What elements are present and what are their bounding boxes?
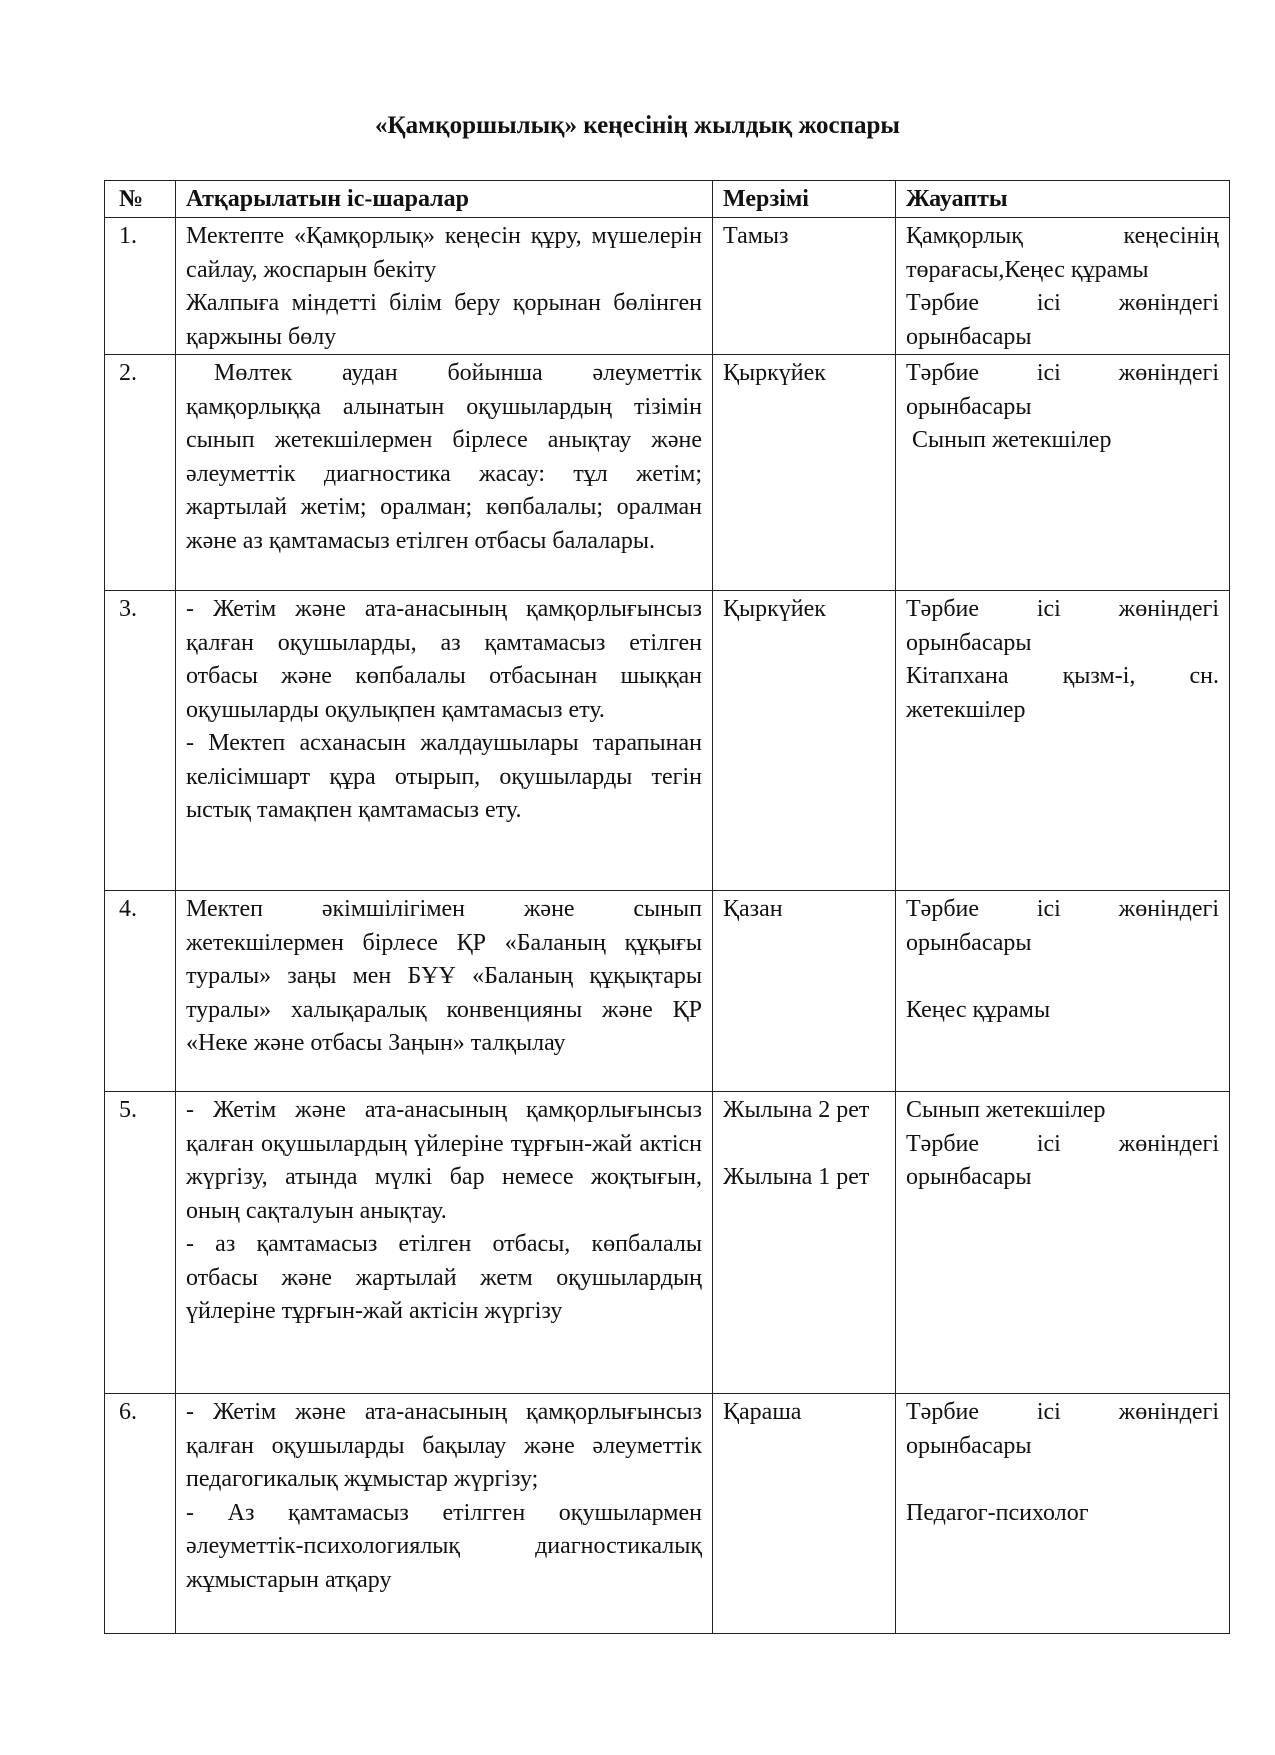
header-number: № — [105, 181, 176, 218]
spacer — [906, 960, 1219, 994]
row-activities — [176, 1092, 713, 1394]
row-term — [713, 355, 896, 591]
spacer — [723, 1128, 885, 1162]
row-activities — [176, 891, 713, 1092]
annual-plan-table — [104, 180, 1230, 1634]
activity-text: Жалпыға міндетті білім беру қорынан бөлінген қаржыны бөлу — [186, 290, 702, 350]
row-number: 1. — [105, 218, 176, 355]
activity-text: - Жетім және ата-анасының қамқорлығынсыз қалған оқушыларды, аз қамтамасыз етілген отбасы және көпбалалы отбасынан шыққан оқушыларды оқулықпен қамтамасыз ету. — [186, 596, 702, 723]
row-responsible — [896, 355, 1230, 591]
table-row — [105, 891, 1230, 1092]
term-text: Жылына 2 рет — [723, 1097, 870, 1123]
row-number: 2. — [105, 355, 176, 591]
table-row — [105, 355, 1230, 591]
row-activities — [176, 355, 713, 591]
term-text: Жылына 1 рет — [723, 1164, 870, 1190]
term-text: Тамыз — [723, 223, 789, 249]
table-header-row — [105, 181, 1230, 218]
activity-text: Мектепте «Қамқорлық» кеңесін құру, мүшелерін сайлау, жоспарын бекіту — [186, 223, 702, 283]
table-row — [105, 1092, 1230, 1394]
row-number: 5. — [105, 1092, 176, 1394]
row-responsible — [896, 1092, 1230, 1394]
row-term — [713, 1092, 896, 1394]
term-text: Қыркүйек — [723, 596, 826, 622]
spacer — [906, 1463, 1219, 1497]
responsible-text: Тәрбие ісі жөніндегі орынбасары — [906, 1399, 1219, 1459]
header-term: Мерзімі — [713, 181, 896, 218]
responsible-text: Кеңес құрамы — [906, 996, 1051, 1023]
header-responsible: Жауапты — [896, 181, 1230, 218]
activity-text: Мектеп әкімшілігімен және сынып жетекшілермен бірлесе ҚР «Баланың құқығы туралы» заңы мен БҰҰ «Баланың құқықтары туралы» халықаралық конвенцияны және ҚР «Неке және отбасы Заңын» талқылау — [186, 896, 702, 1056]
activity-text: Мөлтек аудан бойынша әлеуметтік қамқорлыққа алынатын оқушылардың тізімін сынып жетекшілермен бірлесе анықтау және әлеуметтік диагностика жасау: тұл жетім; жартылай жетім; оралман; көпбалалы; оралман және аз қамтамасыз етілген отбасы балалары. — [186, 360, 702, 554]
row-term — [713, 1394, 896, 1634]
responsible-text: Тәрбие ісі жөніндегі орынбасары — [906, 896, 1219, 956]
row-number: 4. — [105, 891, 176, 1092]
activity-text: - Аз қамтамасыз етілгген оқушылармен әлеуметтік-психологиялық диагностикалық жұмыстарын атқару — [186, 1499, 702, 1593]
activity-text: - аз қамтамасыз етілген отбасы, көпбалалы отбасы және жартылай жетм оқушылардың үйлеріне тұрғын-жай актісін жүргізу — [186, 1231, 702, 1324]
row-activities — [176, 218, 713, 355]
table-row — [105, 218, 1230, 355]
row-term — [713, 218, 896, 355]
responsible-text: Педагог-психолог — [906, 1499, 1089, 1526]
row-activities — [176, 1394, 713, 1634]
page-title: «Қамқоршылық» кеңесінің жылдық жоспары — [375, 112, 900, 139]
activity-text: - Жетім және ата-анасының қамқорлығынсыз қалған оқушылардың үйлеріне тұрғын-жай актісн жүргізу, атында мүлкі бар немесе жоқтығын, оның сақталуын анықтау. — [186, 1097, 702, 1224]
row-term — [713, 891, 896, 1092]
row-responsible — [896, 1394, 1230, 1634]
row-responsible — [896, 891, 1230, 1092]
row-term — [713, 591, 896, 891]
row-number: 3. — [105, 591, 176, 891]
table-row — [105, 591, 1230, 891]
responsible-text: Тәрбие ісі жөніндегі орынбасары — [906, 596, 1219, 656]
row-number: 6. — [105, 1394, 176, 1634]
term-text: Қараша — [723, 1399, 802, 1425]
responsible-text: Тәрбие ісі жөніндегі орынбасары — [906, 360, 1219, 420]
responsible-text: Қамқорлық кеңесінің төрағасы,Кеңес құрамы — [906, 223, 1219, 283]
responsible-text: Тәрбие ісі жөніндегі орынбасары — [906, 290, 1219, 350]
responsible-text: Тәрбие ісі жөніндегі орынбасары — [906, 1130, 1219, 1190]
row-responsible — [896, 218, 1230, 355]
row-activities — [176, 591, 713, 891]
activity-text: - Мектеп асханасын жалдаушылары тарапынан келісімшарт құра отырып, оқушыларды тегін ыстық тамақпен қамтамасыз ету. — [186, 730, 702, 823]
activity-text: - Жетім және ата-анасының қамқорлығынсыз қалған оқушыларды бақылау және әлеуметтік педагогикалық жұмыстар жүргізу; — [186, 1399, 702, 1492]
row-responsible — [896, 591, 1230, 891]
table-row — [105, 1394, 1230, 1634]
responsible-text: Кітапхана қызм-і, сн. жетекшілер — [906, 663, 1219, 723]
term-text: Қыркүйек — [723, 360, 826, 386]
responsible-text: Сынып жетекшілер — [906, 1097, 1106, 1123]
responsible-text: Сынып жетекшілер — [906, 427, 1112, 453]
header-activities: Атқарылатын іс-шаралар — [176, 181, 713, 218]
term-text: Қазан — [723, 896, 783, 922]
